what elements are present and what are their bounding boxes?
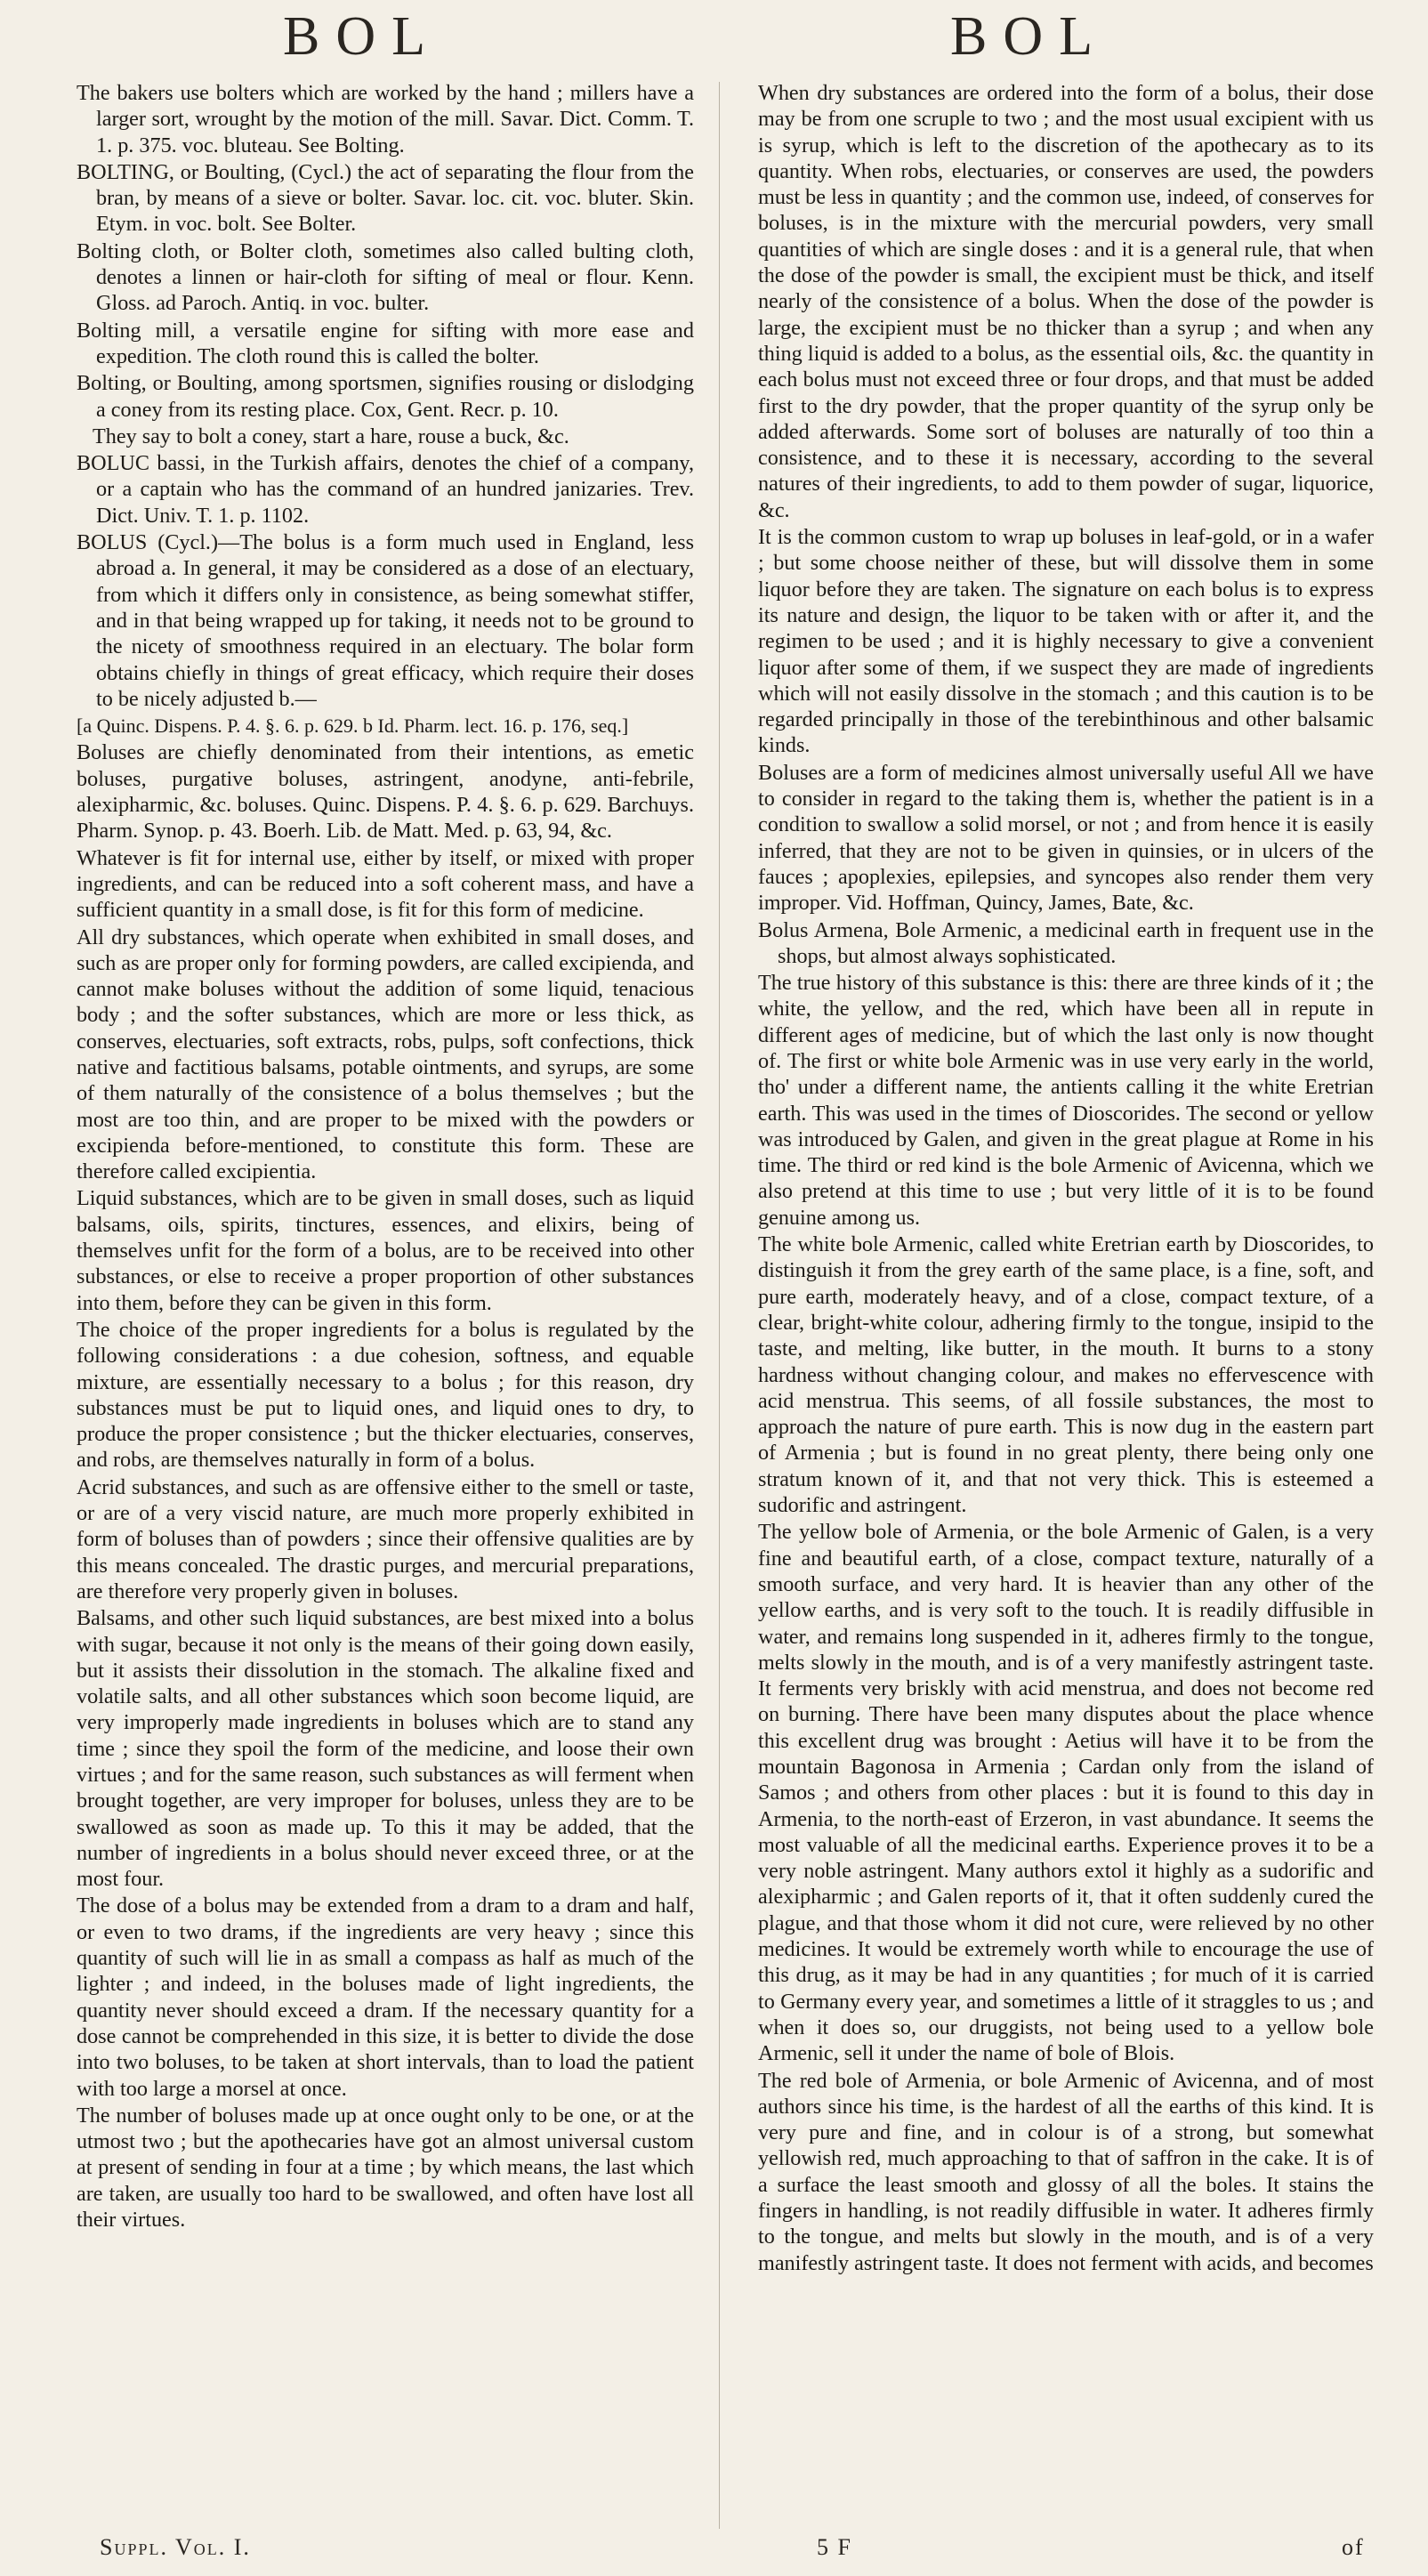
entry-bolting-cloth: Bolting cloth, or Bolter cloth, sometimes also called bulting cloth, denotes a linnen or hair-cloth for sifting of meal or flour. Kenn. Gloss. ad Paroch. Antiq. in voc. bulter. — [77, 238, 694, 316]
entry-bolting-sportsmen: Bolting, or Boulting, among sportsmen, signifies rousing or dislodging a coney from its resting place. Cox, Gent. Recr. p. 10. — [77, 371, 694, 422]
paragraph-liquid-substances: Liquid substances, which are to be given in small doses, such as liquid balsams, oils, spirits, tinctures, essences, and elixirs, being of themselves unfit for the form of a bolus, are to be received into other substances, or else to receive a proper proportion of other substances into them, before they can be given in this form. — [77, 1186, 694, 1315]
catchword: of — [1342, 2534, 1365, 2560]
paragraph-number-boluses: The number of boluses made up at once ought only to be one, or at the utmost two ; but the apothecaries have got an almost universal custom at present of sending in four at a time ; by which means, the last which are taken, are usually too hard to be swallowed, and often have lost all their virtues. — [77, 2103, 694, 2233]
paragraph-yellow-bole: The yellow bole of Armenia, or the bole Armenic of Galen, is a very fine and beautiful earth, of a close, compact texture, naturally of a smooth surface, and very hard. It is heavier than any other of the yellow earths, and is very soft to the touch. It is readily diffusible in water, and remains long suspended in it, adheres firmly to the tongue, melts slowly in the mouth, and is of a very manifestly astringent taste. It ferments very briskly with acid menstrua, and does not become red on burning. There have been many disputes about the place whence this excellent drug was brought : Aetius will have it to be from the mountain Bagonosa in Armenia ; Cardan only from the island of Samos ; and others from other places : but it is found to this day in Armenia, to the north-east of Erzeron, in vast abundance. It seems the most valuable of all the medicinal earths. Experience proves it to be a very noble astringent. Many authors extol it highly as a sudorific and alexipharmic ; and Galen reports of it, that it often suddenly cured the plague, and that those whom it did not cure, were relieved by no other medicines. It would be extremely worth while to encourage the use of this drug, as it may be had in any quantities ; for much of it is carried to Germany every year, and sometimes a little of it straggles to us ; and when it does so, our druggists, not being used to a yellow bole Armenic, sell it under the name of bole of Blois. — [758, 1520, 1374, 2066]
paragraph-dry-substances: All dry substances, which operate when exhibited in small doses, and such as are proper only for forming powders, are called excipienda, and cannot make boluses without the addition of some liquid, tenacious body ; and the softer substances, which are more or less thick, as conserves, electuaries, soft extracts, robs, pulps, soft confections, thick native and factitious balsams, potable ointments, and syrups, are some of them naturally of the consistence of a bolus themselves ; but the most are too thin, and are proper to be mixed with the powders or excipienda before-mentioned, to constitute this form. These are therefore called excipientia. — [77, 925, 694, 1184]
entry-boluc-bassi: BOLUC bassi, in the Turkish affairs, denotes the chief of a company, or a captain who has the command of an hundred janizaries. Trev. Dict. Univ. T. 1. p. 1102. — [77, 451, 694, 528]
left-running-head: BOL — [283, 6, 441, 67]
paragraph-boluses-useful: Boluses are a form of medicines almost universally useful All we have to consider in regard to the taking them is, whether the patient is in a condition to swallow a solid morsel, or not ; and from hence it is easily inferred, that they are not to be given in quinsies, or in ulcers of the fauces ; apoplexies, epilepsies, and syncopes also render them very improper. Vid. Hoffman, Quincy, James, Bate, &c. — [758, 760, 1374, 916]
paragraph-dose: The dose of a bolus may be extended from a dram to a dram and half, or even to two drams, if the ingredients are very heavy ; since this quantity of such will lie in as small a compass as half as much of the lighter ; and indeed, in the boluses made of light ingredients, the quantity never should exceed a dram. If the necessary quantity for a dose cannot be comprehended in this size, it is better to divide the dose into two boluses, to be taken at short intervals, than to load the patient with too large a morsel at once. — [77, 1894, 694, 2101]
signature-mark: 5 F — [817, 2534, 852, 2560]
paragraph-leaf-gold: It is the common custom to wrap up boluses in leaf-gold, or in a wafer ; but some choose neither of these, but will dissolve them in some liquor before they are taken. The signature on each bolus is to express its nature and design, the liquor to be taken with or after it, and the regimen to be used ; and it is highly necessary to give a convenient liquor after some of them, if we suspect they are made of ingredients which will not easily dissolve in the stomach ; and this caution is to be regarded principally in those of the terebinthinous and other balsamic kinds. — [758, 525, 1374, 758]
paragraph-dry-substances-dose: When dry substances are ordered into the form of a bolus, their dose may be from one scruple to two ; and the most usual excipient with us is syrup, which is left to the discretion of the apothecary as to its quantity. When robs, electuaries, or conserves are used, the powders must be less in quantity ; and the common use, indeed, of conserves for boluses, is in the mixture with the mercurial powders, very small quantities of which are single doses : and it is a general rule, that when the dose of the powder is small, the excipient must be thick, and itself nearly of the consistence of a bolus. When the dose of the powder is large, the excipient must be no thicker than a syrup ; and when any thing liquid is added to a bolus, as the essential oils, &c. the quantity in each bolus must not exceed three or four drops, and that must be added first to the dry powder, that the proper quantity of the syrup only be added afterwards. Some sort of boluses are naturally of too thin a consistence, and to these it is necessary, according to the several natures of their ingredients, to add to them powder of sugar, liquorice, &c. — [758, 81, 1374, 522]
entry-bolus: BOLUS (Cycl.)—The bolus is a form much used in England, less abroad a. In general, it may be considered as a dose of an electuary, from which it differs only in consistence, as being somewhat stiffer, and in that being wrapped up for taking, it needs not to be ground to the nicety of smoothness required in an electuary. The bolar form obtains chiefly in things of great efficacy, which require their doses to be nicely adjusted b.— — [77, 530, 694, 711]
paragraph-acrid-substances: Acrid substances, and such as are offensive either to the smell or taste, or are of a very viscid nature, are much more properly exhibited in form of boluses than of powders ; since their offensive qualities are by this means concealed. The drastic purges, and mercurial preparations, are therefore very properly given in boluses. — [77, 1474, 694, 1603]
paragraph-red-bole: The red bole of Armenia, or bole Armenic of Avicenna, and of most authors since his time, is the hardest of all the earths of this kind. It is very pure and fine, and in colour is of a strong, but somewhat yellowish red, much approaching to that of saffron in the cake. It is of a surface the least smooth and glossy of all the boles. It stains the fingers in handling, is not readily diffusible in water. It adheres firmly to the tongue, and melts but slowly in the mouth, and is of a very manifestly astringent taste. It does not ferment with acids, and becomes — [758, 2068, 1374, 2275]
volume-footer: Suppl. Vol. I. — [100, 2534, 251, 2560]
paragraph-white-bole: The white bole Armenic, called white Eretrian earth by Dioscorides, to distinguish it from the grey earth of the same place, is a fine, soft, and pure earth, moderately heavy, and of a close, compact texture, of a clear, bright-white colour, adhering firmly to the tongue, insipid to the taste, and melting, like butter, in the mouth. It burns to a stony hardness without changing colour, and makes no effervescence with acid menstrua. This seems, of all fossile substances, the most to approach the nature of pure earth. This is now dug in the eastern part of Armenia ; but is found in no great plenty, there being only one stratum known of it, and that not very thick. This is esteemed a sudorific and astringent. — [758, 1232, 1374, 1518]
entry-bolus-armena: Bolus Armena, Bole Armenic, a medicinal earth in frequent use in the shops, but almost always sophisticated. — [758, 917, 1374, 968]
entry-bolting-mill: Bolting mill, a versatile engine for sifting with more ease and expedition. The cloth round this is called the bolter. — [77, 318, 694, 368]
footnote-references: [a Quinc. Dispens. P. 4. §. 6. p. 629. b Id. Pharm. lect. 16. p. 176, seq.] — [77, 715, 629, 738]
paragraph-internal-use: Whatever is fit for internal use, either by itself, or mixed with proper ingredients, and can be reduced into a soft coherent mass, and have a sufficient quantity in a small dose, is fit for this form of medicine. — [77, 845, 694, 923]
paragraph-choice-ingredients: The choice of the proper ingredients for a bolus is regulated by the following considerations : a due cohesion, softness, and equable mixture, are essentially necessary to a bolus ; for this reason, dry substances must be put to liquid ones, and liquid ones to dry, to produce the proper consistence ; but the thicker electuaries, conserves, and robs, are themselves naturally in form of a bolus. — [77, 1317, 694, 1473]
right-running-head: BOL — [950, 6, 1109, 67]
paragraph-bolters: The bakers use bolters which are worked by the hand ; millers have a larger sort, wrought by the motion of the mill. Savar. Dict. Comm. T. 1. p. 375. voc. bluteau. See Bolting. — [77, 81, 694, 157]
paragraph-balsams: Balsams, and other such liquid substances, are best mixed into a bolus with sugar, because it not only is the means of their going down easily, but it assists their dissolution in the stomach. The alkaline fixed and volatile salts, and all other substances which soon become liquid, are very improperly made ingredients in boluses which are to stand any time ; since they spoil the form of the medicine, and loose their own virtues ; and for the same reason, such substances as will ferment when brought together, are very improper for boluses, unless they are to be swallowed as soon as made up. To this it may be added, that the number of ingredients in a bolus should never exceed three, or at the most four. — [77, 1606, 694, 1892]
paragraph-boluses-intentions: Boluses are chiefly denominated from their intentions, as emetic boluses, purgative boluses, astringent, anodyne, anti-febrile, alexipharmic, &c. boluses. Quinc. Dispens. P. 4. §. 6. p. 629. Barchuys. Pharm. Synop. p. 43. Boerh. Lib. de Matt. Med. p. 63, 94, &c. — [77, 740, 694, 844]
paragraph-bolt-coney: They say to bolt a coney, start a hare, rouse a buck, &c. — [93, 424, 569, 448]
right-column — [758, 80, 1374, 2529]
column-divider — [719, 82, 720, 2529]
paragraph-true-history: The true history of this substance is this: there are three kinds of it ; the white, the yellow, and the red, which have been all in repute in different ages of medicine, but of which the last only is now thought of. The first or white bole Armenic was in use very early in the world, tho' under a different name, the antients calling it the white Eretrian earth. This was used in the times of Dioscorides. The second or yellow was introduced by Galen, and given in the great plague at Rome in his time. The third or red kind is the bole Armenic of Avicenna, which we also pretend at this time to use ; but very little of it is to be found genuine among us. — [758, 971, 1374, 1230]
entry-bolting: BOLTING, or Boulting, (Cycl.) the act of separating the flour from the bran, by means of a sieve or bolter. Savar. loc. cit. voc. bluter. Skin. Etym. in voc. bolt. See Bolter. — [77, 159, 694, 237]
left-column — [77, 80, 694, 2529]
